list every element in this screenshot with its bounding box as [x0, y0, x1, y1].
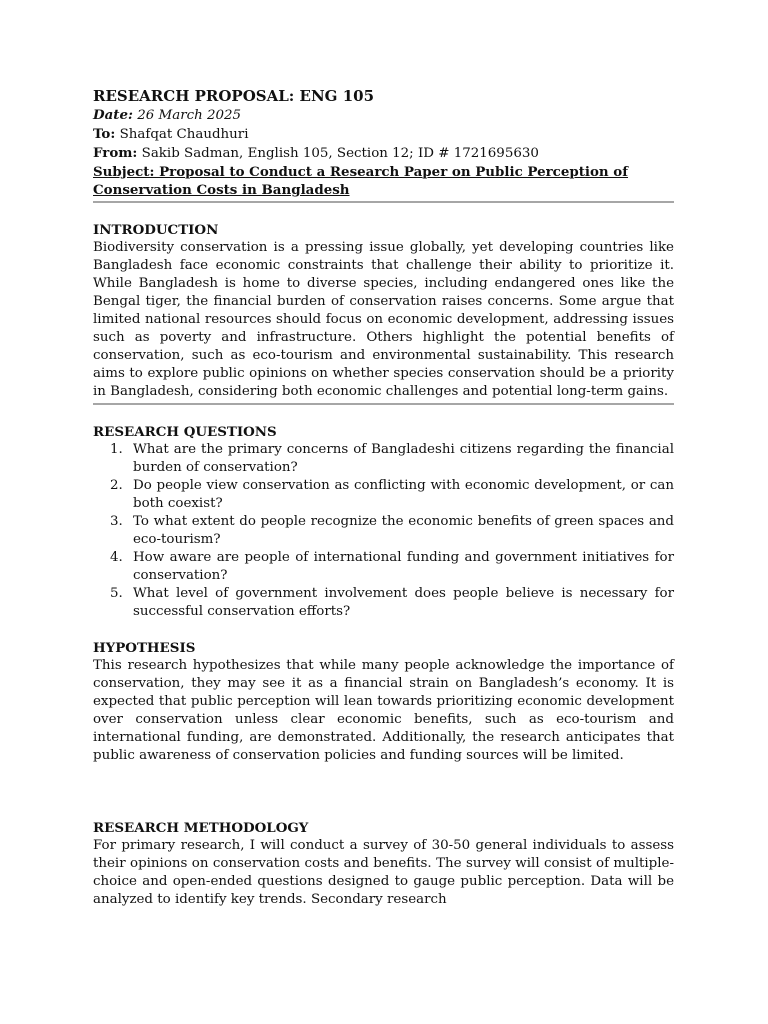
list-item: How aware are people of international funding and government initiatives for conservation? — [133, 550, 674, 583]
from-value: Sakib Sadman, English 105, Section 12; ID # 1721695630 — [141, 146, 539, 161]
document-page — [93, 86, 674, 909]
document-title: RESEARCH PROPOSAL: ENG 105 — [93, 87, 375, 105]
list-item: What are the primary concerns of Bangladeshi citizens regarding the financial burden of conservation? — [133, 442, 674, 475]
from-label: From: — [93, 145, 138, 161]
from-line — [93, 144, 674, 163]
list-item: To what extent do people recognize the economic benefits of green spaces and eco-tourism? — [133, 514, 674, 547]
list-item: Do people view conservation as conflicting with economic development, or can both coexist? — [133, 478, 674, 511]
research-questions-list — [93, 441, 674, 621]
methodology-body: For primary research, I will conduct a survey of 30-50 general individuals to assess their opinions on conservation costs and benefits. The survey will consist of multiple-choice and open-ended questions designed to gauge public perception. Data will be analyzed to identify key trends. Secondary research — [93, 838, 674, 907]
date-line — [93, 106, 674, 125]
to-value: Shafqat Chaudhuri — [119, 127, 249, 142]
introduction-body: Biodiversity conservation is a pressing issue globally, yet developing countries like Bangladesh face economic constraints that challenge their ability to prioritize it. While Bangladesh is home to diverse species, including endangered ones like the Bengal tiger, the financial burden of conservation raises concerns. Some argue that limited national resources should focus on economic development, addressing issues such as poverty and infrastructure. Others highlight the potential benefits of conservation, such as eco-tourism and environmental sustainability. This research aims to explore public opinions on whether species conservation should be a priority in Bangladesh, considering both economic challenges and potential long-term gains. — [93, 240, 674, 399]
hypothesis-body: This research hypothesizes that while many people acknowledge the importance of conservation, they may see it as a financial strain on Bangladesh’s economy. It is expected that public perception will lean towards prioritizing economic development over conservation unless clear economic benefits, such as eco-tourism and international funding, are demonstrated. Additionally, the research anticipates that public awareness of conservation policies and funding sources will be limited. — [93, 658, 674, 763]
hypothesis-heading: HYPOTHESIS — [93, 640, 196, 656]
research-questions-heading: RESEARCH QUESTIONS — [93, 424, 277, 440]
to-label: To: — [93, 126, 116, 142]
list-item: What level of government involvement does people believe is necessary for successful conservation efforts? — [133, 586, 674, 619]
date-label: Date: — [93, 107, 133, 123]
subject-line: Subject: Proposal to Conduct a Research Paper on Public Perception of Conservation Costs in Bangladesh — [93, 164, 629, 198]
introduction-heading: INTRODUCTION — [93, 222, 219, 238]
to-line — [93, 125, 674, 144]
date-value: 26 March 2025 — [137, 108, 242, 123]
methodology-heading: RESEARCH METHODOLOGY — [93, 820, 309, 836]
